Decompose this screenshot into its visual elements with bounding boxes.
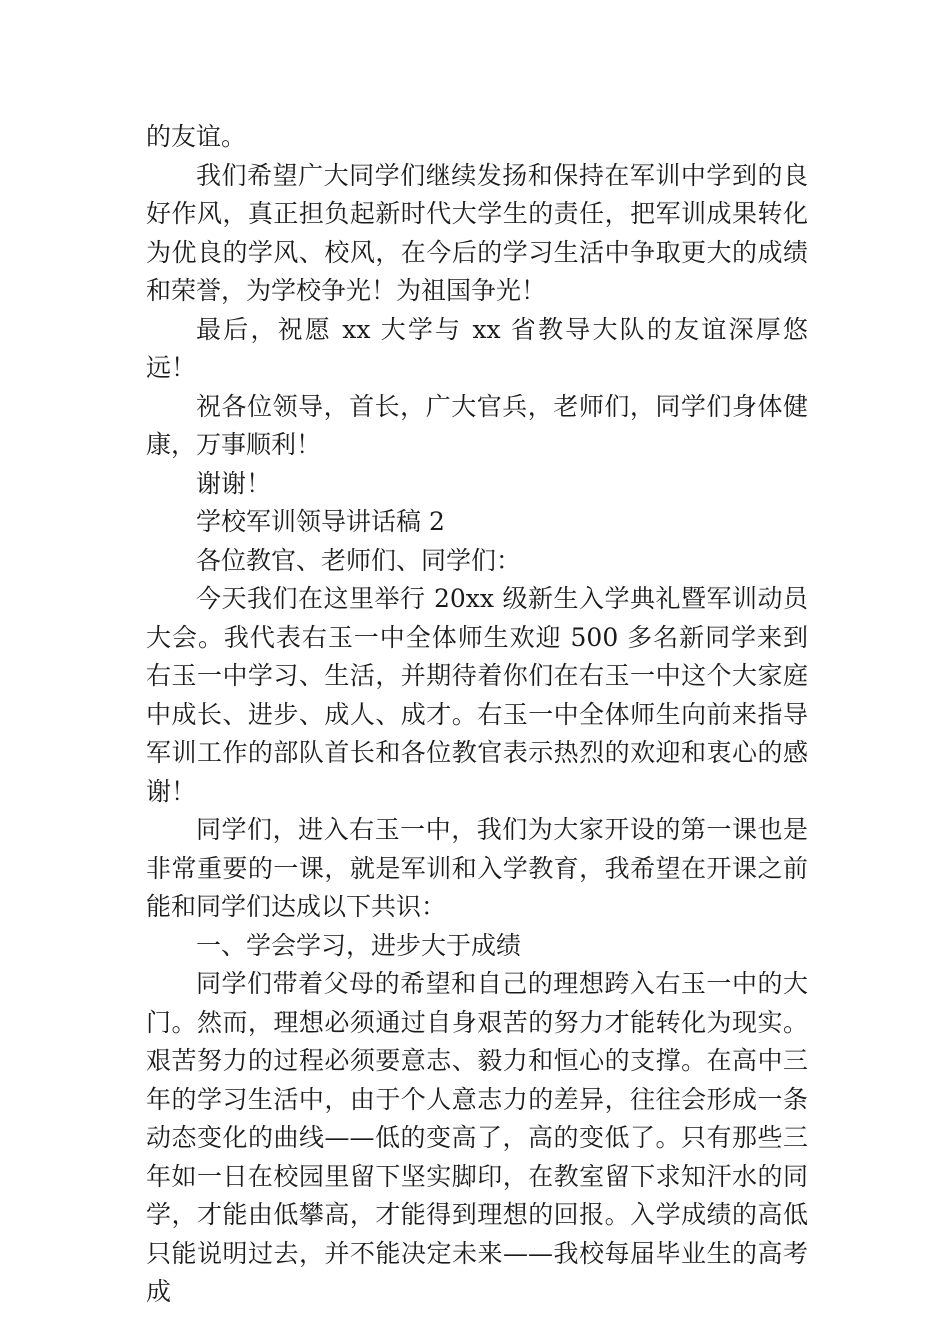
salutation: 各位教官、老师们、同学们：	[196, 545, 522, 575]
paragraph-first-lesson: 同学们，进入右玉一中，我们为大家开设的第一课也是非常重要的一课，就是军训和入学教育，我希望在开课之前能和同学们达成以下共识：	[146, 815, 808, 921]
paragraph-wish-friendship: 最后，祝愿 xx 大学与 xx 省教导大队的友谊深厚悠远！	[146, 314, 808, 382]
section-title: 学校军训领导讲话稿 2	[196, 507, 445, 536]
paragraph-continuation: 的友谊。	[146, 122, 247, 151]
paragraph-opening: 今天我们在这里举行 20xx 级新生入学典礼暨军训动员大会。我代表右玉一中全体师生欢迎 500 多名新同学来到右玉一中学习、生活，并期待着你们在右玉一中这个大家庭中成长、进步、成人、成才。右玉一中全体师生向前来指导军训工作的部队首长和各位教官表示热烈的欢迎和衷心的感谢！	[146, 584, 808, 806]
paragraph-effort: 同学们带着父母的希望和自己的理想跨入右玉一中的大门。然而，理想必须通过自身艰苦的努力才能转化为现实。艰苦努力的过程必须要意志、毅力和恒心的支撑。在高中三年的学习生活中，由于个人意志力的差异，往往会形成一条动态变化的曲线——低的变高了，高的变低了。只有那些三年如一日在校园里留下坚实脚印，在教室留下求知汗水的同学，才能由低攀高，才能得到理想的回报。入学成绩的高低只能说明过去，并不能决定未来——我校每届毕业生的高考成	[146, 969, 808, 1306]
paragraph-blessing: 祝各位领导，首长，广大官兵，老师们，同学们身体健康，万事顺利！	[146, 391, 808, 459]
document-body	[146, 118, 808, 1312]
paragraph-hope: 我们希望广大同学们继续发扬和保持在军训中学到的良好作风，真正担负起新时代大学生的责任，把军训成果转化为优良的学风、校风，在今后的学习生活中争取更大的成绩和荣誉，为学校争光！为祖国争光！	[146, 160, 808, 305]
paragraph-thanks: 谢谢！	[196, 468, 272, 498]
subheading-learn: 一、学会学习，进步大于成绩	[196, 930, 522, 960]
